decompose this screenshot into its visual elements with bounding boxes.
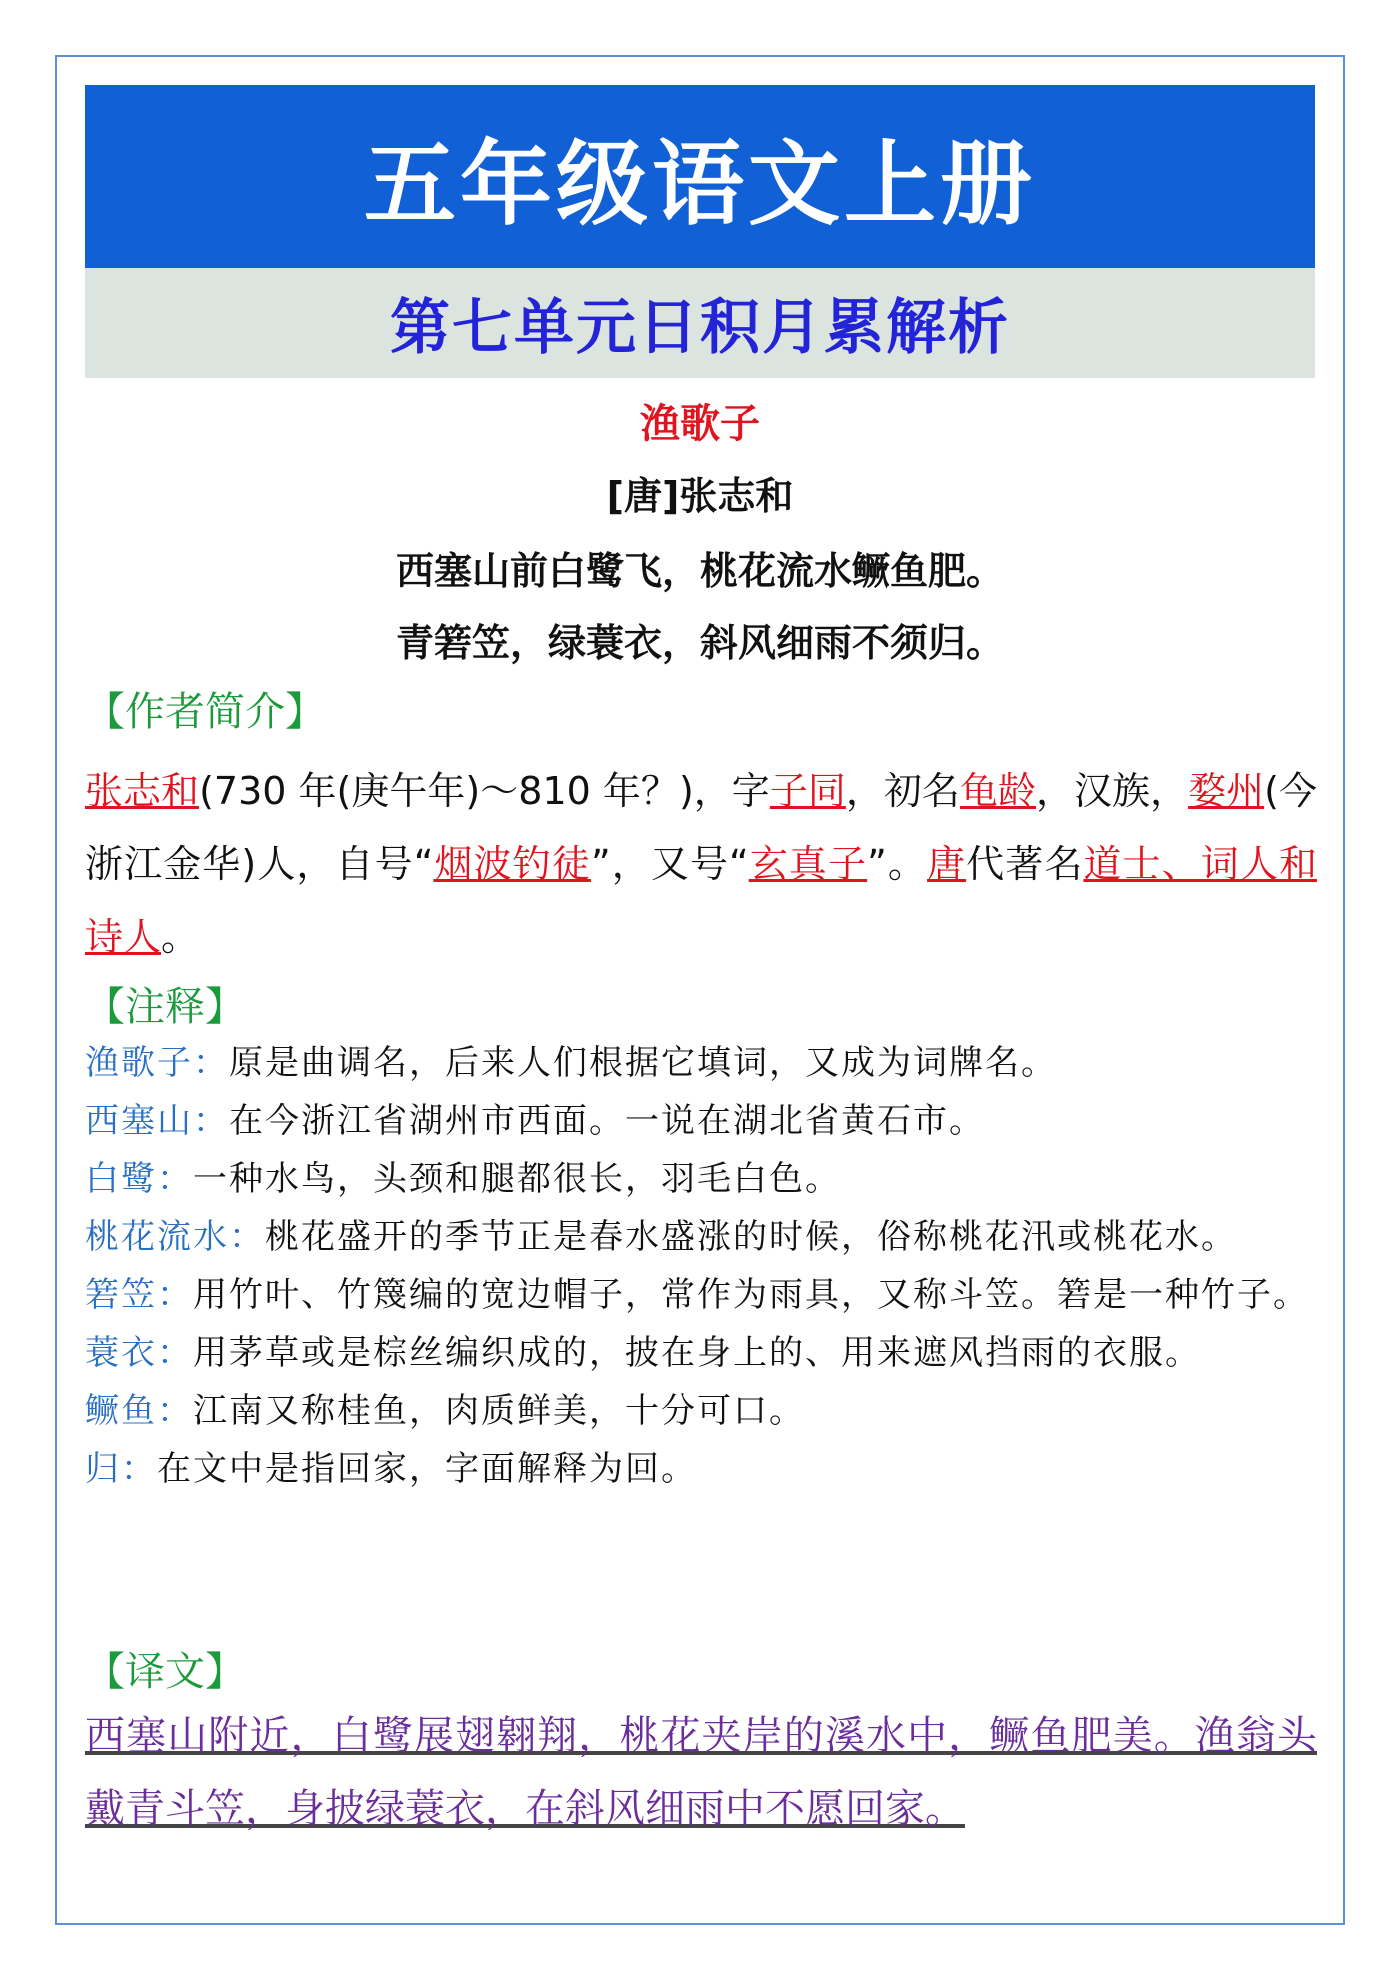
note-item <box>85 1267 1309 1316</box>
note-desc: 在今浙江省湖州市西面。一说在湖北省黄石市。 <box>229 1101 985 1141</box>
note-item <box>85 1325 1201 1374</box>
highlight-term: 唐 <box>927 842 967 886</box>
highlight-term: 张志和 <box>85 769 200 813</box>
note-desc: 一种水鸟，头颈和腿都很长，羽毛白色。 <box>193 1159 841 1199</box>
note-item <box>85 1383 805 1432</box>
note-term: 渔歌子： <box>85 1043 229 1083</box>
bio-text: ，初名 <box>845 769 960 813</box>
poem-line: 青箬笠，绿蓑衣，斜风细雨不须归。 <box>395 621 1004 665</box>
note-desc: 江南又称桂鱼，肉质鲜美，十分可口。 <box>193 1391 805 1431</box>
note-term: 西塞山： <box>85 1101 229 1141</box>
note-term: 蓑衣： <box>85 1333 193 1373</box>
bio-text: (730 年(庚午年)～810 年？)，字 <box>199 769 770 813</box>
note-item <box>85 1093 985 1142</box>
bio-text: (今浙江金华)人，自号“ <box>85 769 1317 886</box>
translation-text: 西塞山附近，白鹭展翅翱翔，桃花夹岸的溪水中，鳜鱼肥美。渔翁头戴青斗笠，身披绿蓑衣，在斜风细雨中不愿回家。 <box>85 1713 1317 1832</box>
note-item <box>85 1209 1237 1258</box>
highlight-term: 子同 <box>769 769 846 813</box>
bio-text: 。 <box>161 915 200 959</box>
poem-line: 西塞山前白鹭飞，桃花流水鳜鱼肥。 <box>395 549 1004 593</box>
poem-title: 渔歌子 <box>640 401 760 447</box>
note-item <box>85 1441 697 1490</box>
note-desc: 桃花盛开的季节正是春水盛涨的时候，俗称桃花汛或桃花水。 <box>265 1217 1237 1257</box>
note-item <box>85 1035 1057 1084</box>
highlight-term: 烟波钓徒 <box>433 842 591 886</box>
author-intro-text <box>85 755 1317 974</box>
note-term: 白鹭： <box>85 1159 193 1199</box>
bio-text: 代著名 <box>966 842 1084 886</box>
highlight-term: 玄真子 <box>748 842 868 886</box>
page-title: 五年级语文上册 <box>363 129 1036 238</box>
note-term: 箬笠： <box>85 1275 193 1315</box>
page-subtitle: 第七单元日积月累解析 <box>390 293 1010 363</box>
highlight-term: 龟龄 <box>959 769 1036 813</box>
notes-heading: 【注释】 <box>85 984 245 1030</box>
translation-heading: 【译文】 <box>85 1649 245 1695</box>
note-term: 鳜鱼： <box>85 1391 193 1431</box>
highlight-term: 婺州 <box>1188 769 1265 813</box>
bio-text: ，汉族， <box>1036 769 1189 813</box>
note-term: 桃花流水： <box>85 1217 265 1257</box>
note-term: 归： <box>85 1449 157 1489</box>
bio-text: ”，又号“ <box>590 842 749 886</box>
note-desc: 原是曲调名，后来人们根据它填词，又成为词牌名。 <box>229 1043 1057 1083</box>
highlight-term: 道士、词人和诗人 <box>85 842 1317 959</box>
note-item <box>85 1151 841 1200</box>
title-banner <box>85 85 1315 268</box>
bio-text: ”。 <box>867 842 928 886</box>
poem-author: [唐]张志和 <box>606 474 794 518</box>
note-desc: 用茅草或是棕丝编织成的，披在身上的、用来遮风挡雨的衣服。 <box>193 1333 1201 1373</box>
author-intro-heading: 【作者简介】 <box>85 689 325 735</box>
subtitle-banner <box>85 268 1315 378</box>
note-desc: 在文中是指回家，字面解释为回。 <box>157 1449 697 1489</box>
note-desc: 用竹叶、竹篾编的宽边帽子，常作为雨具，又称斗笠。箬是一种竹子。 <box>193 1275 1309 1315</box>
